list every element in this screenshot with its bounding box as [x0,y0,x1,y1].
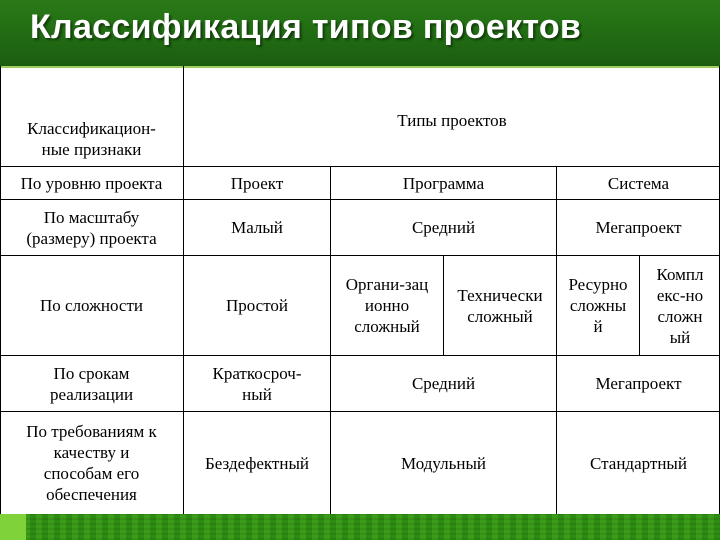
cell-text: Ресурно сложны й [568,275,628,336]
footer-texture [0,514,720,540]
row-level-cell [184,167,330,199]
criterion-text: По требованиям к качеству и способам его обеспечения [26,422,157,504]
row-complexity-criterion [0,256,183,355]
row-quality-cell [184,412,330,514]
row-quality-cell [557,412,720,514]
row-scale-cell [331,200,556,255]
row-quality-criterion [0,412,183,514]
cell-text: Проект [230,173,284,193]
cell-text: Простой [225,296,289,315]
row-quality-cell [331,412,556,514]
row-level-criterion [0,167,183,199]
cell-text: Краткосроч- ный [212,363,302,404]
header-types-text: Типы проектов [397,110,507,130]
row-level-cell [557,167,720,199]
row-complexity-cell [557,256,639,355]
row-level-cell [331,167,556,199]
cell-text: Мегапроект [595,374,682,393]
criterion-text: По масштабу (размеру) проекта [26,207,157,248]
row-complexity-cell [444,256,556,355]
cell-text: Стандартный [590,453,687,473]
footer-accent-square [0,514,26,540]
row-scale-criterion [0,200,183,255]
cell-text: Средний [411,218,476,237]
header-criteria-text: Классификацион- ные признаки [27,119,156,159]
row-duration-cell [557,356,720,411]
cell-text: Система [607,173,670,193]
row-scale-cell [184,200,330,255]
cell-text: Органи-зац ионно сложный [345,275,429,336]
criterion-text: По сложности [40,296,143,315]
criterion-text: По срокам реализации [49,363,134,404]
row-duration-criterion [0,356,183,411]
row-scale-cell [557,200,720,255]
cell-text: Модульный [401,453,486,473]
criterion-text: По уровню проекта [20,173,163,193]
cell-text: Технически сложный [457,285,543,326]
row-duration-cell [184,356,330,411]
page-title: Классификация типов проектов [30,8,582,46]
cell-text: Малый [231,218,283,237]
cell-text: Бездефектный [205,453,309,473]
header-types [184,100,720,140]
cell-text: Средний [411,374,476,393]
cell-text: Компл екс-но сложн ый [656,264,704,347]
row-complexity-cell [640,256,720,355]
row-complexity-cell [331,256,443,355]
cell-text: Мегапроект [595,218,682,237]
row-complexity-cell [184,256,330,355]
row-duration-cell [331,356,556,411]
cell-text: Программа [402,173,485,193]
header-criteria [0,112,183,166]
